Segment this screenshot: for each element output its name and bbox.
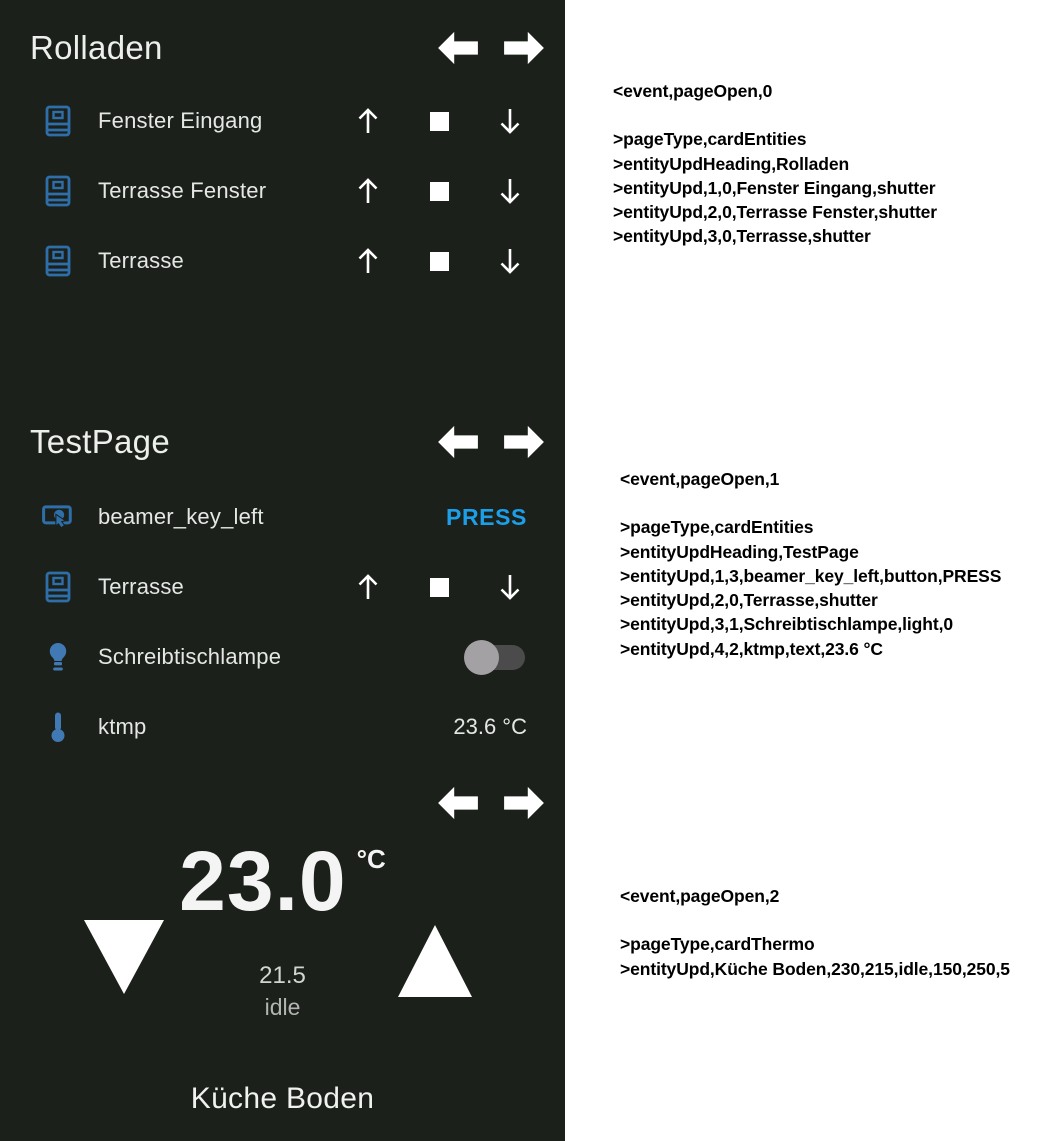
shutter-controls bbox=[351, 104, 527, 138]
card-header bbox=[0, 410, 565, 482]
entity-name: Terrasse Fenster bbox=[98, 178, 267, 203]
sensor-value: 23.6 °C bbox=[453, 714, 527, 739]
page-nav bbox=[437, 784, 545, 822]
stop-icon bbox=[430, 112, 449, 131]
stop-icon bbox=[430, 182, 449, 201]
card-header bbox=[0, 0, 565, 86]
log-event-line: <event,pageOpen,0 bbox=[613, 81, 773, 101]
gesture-tap-button-icon bbox=[42, 502, 74, 532]
prev-page-button[interactable] bbox=[437, 784, 479, 822]
arrow-up-icon bbox=[355, 246, 381, 276]
arrow-right-icon bbox=[503, 785, 545, 821]
log-line: >pageType,cardEntities bbox=[620, 517, 814, 538]
shutter-stop-button[interactable] bbox=[422, 244, 456, 278]
arrow-up-icon bbox=[355, 572, 381, 602]
arrow-down-icon bbox=[497, 246, 523, 276]
log-gap bbox=[620, 908, 1010, 932]
thermostat-title: Küche Boden bbox=[190, 1082, 375, 1115]
arrow-left-icon bbox=[437, 30, 479, 66]
target-temperature: 21.5 bbox=[259, 962, 306, 989]
log-line: >entityUpd,4,2,ktmp,text,23.6 °C bbox=[620, 638, 883, 659]
arrow-down-icon bbox=[497, 572, 523, 602]
shutter-stop-button[interactable] bbox=[422, 174, 456, 208]
log-line: >entityUpd,2,0,Terrasse,shutter bbox=[620, 590, 878, 611]
log-line: >entityUpd,2,0,Terrasse Fenster,shutter bbox=[613, 202, 938, 223]
toggle-knob bbox=[464, 640, 499, 675]
entity-row bbox=[0, 226, 565, 296]
arrow-up-icon bbox=[355, 176, 381, 206]
next-page-button[interactable] bbox=[503, 29, 545, 67]
shutter-down-button[interactable] bbox=[493, 244, 527, 278]
shutter-stop-button[interactable] bbox=[422, 104, 456, 138]
log-event-line: <event,pageOpen,1 bbox=[620, 469, 780, 489]
log-gap bbox=[613, 103, 937, 127]
shutter-up-button[interactable] bbox=[351, 104, 385, 138]
shutter-up-button[interactable] bbox=[351, 244, 385, 278]
arrow-left-icon bbox=[437, 424, 479, 460]
log-block-page0 bbox=[613, 79, 937, 249]
shutter-down-button[interactable] bbox=[493, 104, 527, 138]
entity-name: Terrasse bbox=[98, 574, 184, 599]
log-line: >entityUpd,1,0,Fenster Eingang,shutter bbox=[613, 177, 936, 198]
entity-row bbox=[0, 692, 565, 762]
page-title: Rolladen bbox=[30, 29, 163, 66]
entity-row bbox=[0, 156, 565, 226]
log-line: >pageType,cardEntities bbox=[613, 129, 807, 150]
lightbulb-icon bbox=[42, 641, 74, 673]
window-shutter-icon bbox=[42, 245, 74, 277]
stop-icon bbox=[430, 252, 449, 271]
card-rolladen bbox=[0, 0, 565, 410]
page-title: TestPage bbox=[30, 423, 170, 460]
entity-row bbox=[0, 552, 565, 622]
log-line: >entityUpd,1,3,beamer_key_left,button,PRESS bbox=[620, 565, 1002, 586]
shutter-down-button[interactable] bbox=[493, 570, 527, 604]
thermometer-icon bbox=[42, 711, 74, 743]
entity-name: Fenster Eingang bbox=[98, 108, 263, 133]
shutter-stop-button[interactable] bbox=[422, 570, 456, 604]
entity-name: Terrasse bbox=[98, 248, 184, 273]
stop-icon bbox=[430, 578, 449, 597]
page-nav bbox=[437, 29, 545, 67]
log-line: >entityUpdHeading,Rolladen bbox=[613, 153, 850, 174]
page-nav bbox=[437, 423, 545, 461]
next-page-button[interactable] bbox=[503, 423, 545, 461]
log-line: >pageType,cardThermo bbox=[620, 934, 815, 955]
log-block-page1 bbox=[620, 467, 1001, 661]
entity-row bbox=[0, 622, 565, 692]
log-line: >entityUpdHeading,TestPage bbox=[620, 541, 859, 562]
shutter-up-button[interactable] bbox=[351, 570, 385, 604]
log-line: >entityUpd,3,1,Schreibtischlampe,light,0 bbox=[620, 614, 953, 635]
arrow-right-icon bbox=[503, 30, 545, 66]
entity-name: Schreibtischlampe bbox=[98, 644, 282, 669]
arrow-up-icon bbox=[355, 106, 381, 136]
log-event-line: <event,pageOpen,2 bbox=[620, 886, 780, 906]
shutter-controls bbox=[351, 244, 527, 278]
log-line: >entityUpd,3,0,Terrasse,shutter bbox=[613, 226, 871, 247]
entity-name: beamer_key_left bbox=[98, 504, 264, 529]
window-shutter-icon bbox=[42, 175, 74, 207]
shutter-up-button[interactable] bbox=[351, 174, 385, 208]
log-line: >entityUpd,Küche Boden,230,215,idle,150,250,5 bbox=[620, 958, 1010, 979]
shutter-controls bbox=[351, 570, 527, 604]
card-testpage bbox=[0, 410, 565, 770]
window-shutter-icon bbox=[42, 105, 74, 137]
press-button[interactable]: PRESS bbox=[446, 503, 527, 530]
log-gap bbox=[620, 491, 1001, 515]
entity-name: ktmp bbox=[98, 714, 147, 739]
entity-row bbox=[0, 86, 565, 156]
shutter-down-button[interactable] bbox=[493, 174, 527, 208]
log-block-page2 bbox=[620, 884, 1010, 981]
current-temperature bbox=[0, 834, 565, 928]
window-shutter-icon bbox=[42, 571, 74, 603]
light-toggle-switch[interactable] bbox=[469, 645, 525, 670]
hvac-state: idle bbox=[264, 994, 301, 1020]
card-header bbox=[0, 770, 565, 822]
next-page-button[interactable] bbox=[503, 784, 545, 822]
entity-row bbox=[0, 482, 565, 552]
current-temperature-value: 23.0 bbox=[179, 834, 347, 928]
arrow-left-icon bbox=[437, 785, 479, 821]
arrow-right-icon bbox=[503, 424, 545, 460]
arrow-down-icon bbox=[497, 106, 523, 136]
shutter-controls bbox=[351, 174, 527, 208]
temperature-unit: °C bbox=[356, 844, 386, 874]
arrow-down-icon bbox=[497, 176, 523, 206]
prev-page-button[interactable] bbox=[437, 29, 479, 67]
prev-page-button[interactable] bbox=[437, 423, 479, 461]
